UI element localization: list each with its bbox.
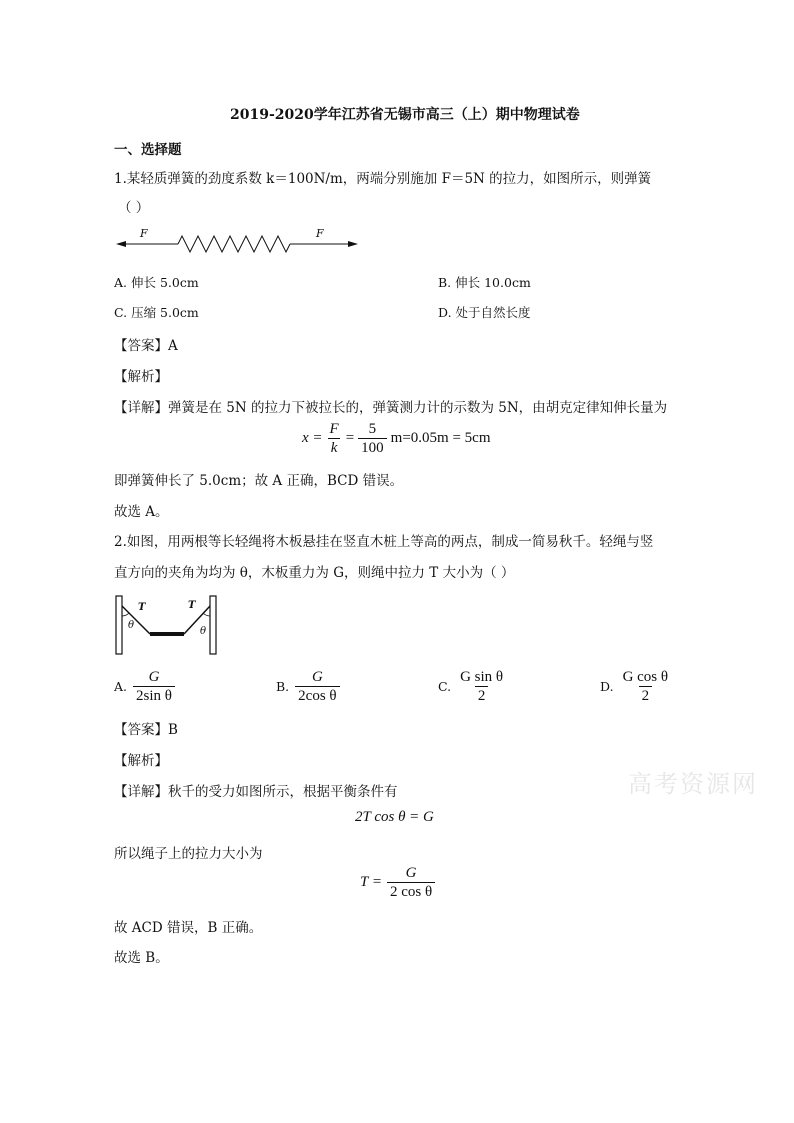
q2-option-c [438,668,506,705]
right-tension-label: T [188,600,196,611]
q2-formula-1: 2T cos θ = G [355,809,434,825]
q2-formula2-fraction [387,864,435,901]
q1-conclusion: 即弹簧伸长了 5.0cm；故 A 正确，BCD 错误。 [114,473,404,489]
q1-option-d: D. 处于自然长度 [438,305,531,320]
q1-option-c: C. 压缩 5.0cm [114,305,199,320]
q2-option-d-den: 2 [639,686,653,705]
q1-fraction-fk [327,420,342,457]
q2-option-d-fraction [620,668,672,705]
q1-detail: 【详解】弹簧是在 5N 的拉力下被拉长的，弹簧测力计的示数为 5N，由胡克定律知伸长量为 [114,400,668,416]
q2-formula2-lhs: T = [360,874,382,890]
q2-text-mid: 所以绳子上的拉力大小为 [114,846,263,862]
q1-formula-eq: = [345,430,355,446]
q2-choice: 故选 B。 [114,950,169,966]
q1-stem-line2: （ ） [118,200,150,216]
right-force-label: F [316,227,324,240]
q1-formula-lhs: x = [302,430,323,446]
q2-option-a [114,668,175,705]
q2-option-c-fraction [457,668,506,705]
right-arrowhead [348,241,358,247]
swing-figure [112,592,224,656]
q2-formula2-num: G [405,865,417,881]
q2-option-c-num: G sin θ [460,669,504,685]
q1-frac2-den: 100 [358,438,387,457]
q2-option-a-fraction [133,668,175,705]
q1-stem-line1: 1.某轻质弹簧的劲度系数 k＝100N/m，两端分别施加 F＝5N 的拉力，如图所示，则弹簧 [114,171,652,187]
q2-option-b-den: 2cos θ [295,686,339,705]
q2-option-b-label: B. [276,679,290,694]
left-post [116,596,122,654]
q1-formula-rhs: m=0.05m = 5cm [390,430,491,446]
q2-conclusion: 故 ACD 错误，B 正确。 [114,920,263,936]
q1-frac1-num: F [329,421,339,437]
q2-formula-2 [360,864,435,901]
left-angle-arc [122,613,129,616]
q2-option-d-label: D. [600,679,614,694]
q2-analysis-heading: 【解析】 [114,753,168,769]
q1-frac1-den: k [328,438,341,457]
q2-option-a-den: 2sin θ [133,686,175,705]
q2-option-c-label: C. [438,679,452,694]
swing-board [150,632,184,636]
left-arrowhead [116,241,126,247]
q1-formula [302,420,491,457]
watermark: 高考资源网 [628,770,758,798]
left-theta-label: θ [128,620,135,631]
right-post [210,596,216,654]
q1-option-b: B. 伸长 10.0cm [438,275,531,290]
q2-option-a-label: A. [114,679,128,694]
q2-option-b-fraction [295,668,339,705]
q2-formula2-den: 2 cos θ [387,882,435,901]
q1-option-a: A. 伸长 5.0cm [114,275,199,290]
left-force-label: F [140,227,148,240]
right-theta-label: θ [200,626,207,637]
spring-diagram [114,226,364,256]
q1-answer: 【答案】A [114,338,178,354]
q1-frac2-num: 5 [368,421,377,437]
q1-analysis-heading: 【解析】 [114,369,168,385]
section-heading: 一、选择题 [114,142,182,158]
right-angle-arc [203,613,210,616]
q2-stem-line1: 2.如图，用两根等长轻绳将木板悬挂在竖直木桩上等高的两点，制成一简易秋千。轻绳与竖 [114,534,654,550]
q2-option-c-den: 2 [475,686,489,705]
q2-option-a-num: G [148,669,160,685]
q2-answer: 【答案】B [114,722,178,738]
left-tension-label: T [138,602,146,613]
q1-choice: 故选 A。 [114,504,169,520]
q2-option-b [276,668,340,705]
spring-coil [178,236,290,252]
q2-detail: 【详解】秋千的受力如图所示，根据平衡条件有 [114,784,398,800]
q2-option-b-num: G [311,669,323,685]
q2-option-d-num: G cos θ [622,669,669,685]
spring-figure [114,226,364,256]
q2-option-d [600,668,671,705]
page-title: 2019-2020学年江苏省无锡市高三（上）期中物理试卷 [230,107,580,123]
left-rope [122,606,150,634]
q1-fraction-5-100 [358,420,387,457]
q2-stem-line2: 直方向的夹角为均为 θ，木板重力为 G，则绳中拉力 T 大小为（ ） [114,565,515,581]
